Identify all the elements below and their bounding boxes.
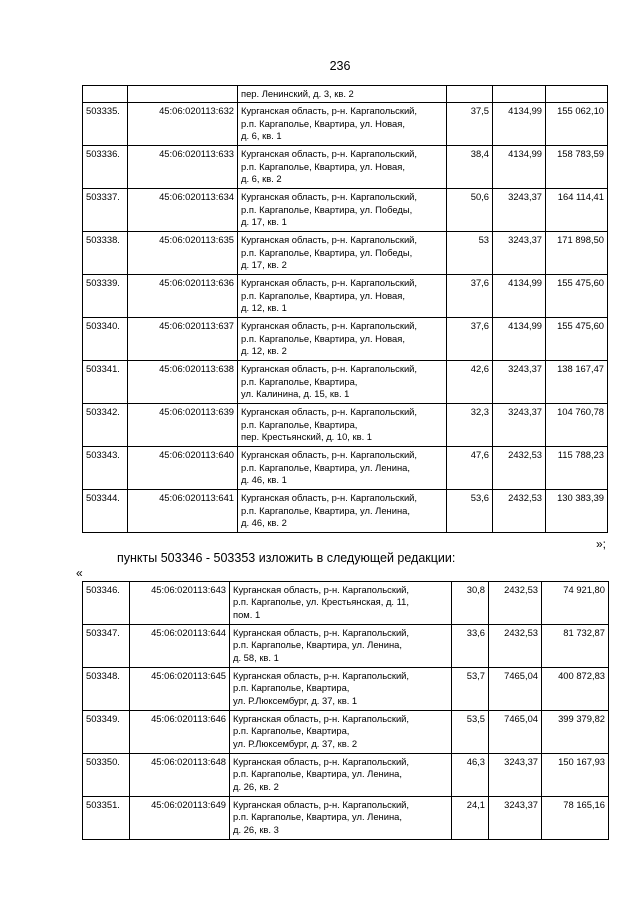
amendment-instruction: пункты 503346 - 503353 изложить в следующей редакции: (117, 551, 456, 565)
total-value-cell: 158 783,59 (546, 146, 608, 189)
price-cell: 3243,37 (489, 754, 542, 797)
cadastral-number-cell: 45:06:020113:649 (130, 797, 230, 840)
address-line: р.п. Каргаполье, Квартира, (233, 682, 350, 694)
address-cell (230, 668, 452, 711)
total-value-cell: 115 788,23 (546, 447, 608, 490)
address-line: д. 17, кв. 1 (241, 216, 287, 228)
total-value-cell: 138 167,47 (546, 361, 608, 404)
table-row (83, 447, 608, 490)
total-value-cell: 150 167,93 (542, 754, 609, 797)
address-line: р.п. Каргаполье, Квартира, ул. Новая, (241, 117, 405, 129)
total-value-cell: 81 732,87 (542, 625, 609, 668)
address-line: Курганская область, р-н. Каргапольский, (233, 627, 410, 638)
area-cell: 24,1 (452, 797, 489, 840)
closing-quote: »; (596, 537, 607, 551)
price-cell: 4134,99 (493, 146, 546, 189)
address-line: д. 26, кв. 2 (233, 780, 279, 792)
address-line: р.п. Каргаполье, Квартира, (241, 418, 358, 430)
address-line: р.п. Каргаполье, Квартира, ул. Ленина, (233, 811, 402, 823)
total-value-cell: 399 379,82 (542, 711, 609, 754)
address-line: Курганская область, р-н. Каргапольский, (241, 492, 418, 504)
address-line: д. 46, кв. 2 (241, 517, 287, 529)
address-cell (230, 754, 452, 797)
price-cell: 3243,37 (489, 797, 542, 840)
cadastral-number-cell: 45:06:020113:634 (128, 189, 238, 232)
table-row (83, 668, 609, 711)
address-line: д. 12, кв. 1 (241, 302, 287, 314)
registry-table-top (82, 85, 608, 533)
address-line: ул. Р.Люксембург, д. 37, кв. 2 (233, 737, 358, 749)
address-line: р.п. Каргаполье, Квартира, ул. Новая, (241, 160, 405, 172)
area-cell: 37,5 (447, 103, 493, 146)
area-cell: 32,3 (447, 404, 493, 447)
address-line: р.п. Каргаполье, Квартира, ул. Новая, (241, 289, 405, 301)
cadastral-number-cell: 45:06:020113:633 (128, 146, 238, 189)
total-value-cell: 130 383,39 (546, 490, 608, 533)
row-number-cell: 503340. (83, 318, 128, 361)
cadastral-number-cell: 45:06:020113:644 (130, 625, 230, 668)
address-cell (238, 361, 447, 404)
address-line: Курганская область, р-н. Каргапольский, (241, 277, 418, 289)
address-line: р.п. Каргаполье, Квартира, ул. Ленина, (241, 461, 410, 473)
address-line: Курганская область, р-н. Каргапольский, (241, 105, 418, 117)
price-cell: 4134,99 (493, 318, 546, 361)
table-row (83, 625, 609, 668)
total-value-cell: 400 872,83 (542, 668, 609, 711)
address-line: р.п. Каргаполье, Квартира, (241, 375, 358, 387)
address-line: р.п. Каргаполье, Квартира, (233, 725, 350, 737)
table-row (83, 275, 608, 318)
total-value-cell: 155 475,60 (546, 275, 608, 318)
total-value-cell: 155 475,60 (546, 318, 608, 361)
area-cell: 53 (447, 232, 493, 275)
address-cell (238, 275, 447, 318)
cadastral-number-cell: 45:06:020113:641 (128, 490, 238, 533)
total-value-cell: 155 062,10 (546, 103, 608, 146)
address-line: Курганская область, р-н. Каргапольский, (241, 191, 418, 203)
address-cell (238, 103, 447, 146)
price-cell: 2432,53 (493, 447, 546, 490)
address-line: Курганская область, р-н. Каргапольский, (233, 799, 410, 810)
area-cell: 33,6 (452, 625, 489, 668)
table-row (83, 146, 608, 189)
table-top-body (83, 86, 608, 533)
address-line: Курганская область, р-н. Каргапольский, (233, 584, 410, 595)
address-line: Курганская область, р-н. Каргапольский, (233, 713, 410, 724)
area-cell: 37,6 (447, 275, 493, 318)
table-row (83, 582, 609, 625)
table-row (83, 490, 608, 533)
row-number-cell: 503338. (83, 232, 128, 275)
price-cell: 7465,04 (489, 711, 542, 754)
cadastral-number-cell: 45:06:020113:635 (128, 232, 238, 275)
address-line: ул. Р.Люксембург, д. 37, кв. 1 (233, 694, 358, 706)
row-number-cell: 503336. (83, 146, 128, 189)
price-cell: 3243,37 (493, 232, 546, 275)
page-number: 236 (329, 59, 351, 73)
price-cell: 4134,99 (493, 275, 546, 318)
cadastral-number-cell: 45:06:020113:632 (128, 103, 238, 146)
price-cell: 3243,37 (493, 404, 546, 447)
table-row (83, 711, 609, 754)
row-number-cell: 503346. (83, 582, 130, 625)
row-number-cell: 503337. (83, 189, 128, 232)
cadastral-number-cell: 45:06:020113:640 (128, 447, 238, 490)
address-cell (238, 318, 447, 361)
address-line: ул. Калинина, д. 15, кв. 1 (241, 388, 350, 400)
area-cell: 38,4 (447, 146, 493, 189)
price-cell: 7465,04 (489, 668, 542, 711)
empty-price-cell (493, 86, 546, 103)
area-cell: 46,3 (452, 754, 489, 797)
empty-area-cell (447, 86, 493, 103)
table-row (83, 797, 609, 840)
address-line: д. 6, кв. 2 (241, 173, 282, 185)
address-cell (230, 582, 452, 625)
address-cell (230, 797, 452, 840)
area-cell: 47,6 (447, 447, 493, 490)
price-cell: 3243,37 (493, 361, 546, 404)
address-line: Курганская область, р-н. Каргапольский, (233, 670, 410, 681)
address-cell (238, 146, 447, 189)
row-number-cell: 503351. (83, 797, 130, 840)
row-number-cell: 503350. (83, 754, 130, 797)
address-cell (238, 490, 447, 533)
area-cell: 37,6 (447, 318, 493, 361)
address-line: д. 12, кв. 2 (241, 345, 287, 357)
row-number-cell: 503343. (83, 447, 128, 490)
address-line: р.п. Каргаполье, Квартира, ул. Победы, (241, 203, 413, 215)
address-cell (238, 232, 447, 275)
table-row (83, 103, 608, 146)
address-line: д. 58, кв. 1 (233, 651, 279, 663)
row-number-cell: 503341. (83, 361, 128, 404)
address-line: р.п. Каргаполье, ул. Крестьянская, д. 11, (233, 596, 409, 608)
total-value-cell: 78 165,16 (542, 797, 609, 840)
area-cell: 53,7 (452, 668, 489, 711)
total-value-cell: 171 898,50 (546, 232, 608, 275)
table-row (83, 189, 608, 232)
address-line: Курганская область, р-н. Каргапольский, (241, 406, 418, 418)
table-row (83, 404, 608, 447)
cadastral-number-cell: 45:06:020113:637 (128, 318, 238, 361)
address-line: Курганская область, р-н. Каргапольский, (241, 363, 418, 375)
row-number-cell: 503349. (83, 711, 130, 754)
address-line: д. 17, кв. 2 (241, 259, 287, 271)
address-line: р.п. Каргаполье, Квартира, ул. Новая, (241, 332, 405, 344)
area-cell: 42,6 (447, 361, 493, 404)
address-line: р.п. Каргаполье, Квартира, ул. Ленина, (233, 639, 402, 651)
price-cell: 4134,99 (493, 103, 546, 146)
address-line: Курганская область, р-н. Каргапольский, (241, 449, 418, 461)
address-line: пер. Крестьянский, д. 10, кв. 1 (241, 431, 373, 443)
address-cell (230, 711, 452, 754)
address-line: пер. Ленинский, д. 3, кв. 2 (241, 88, 354, 99)
cadastral-number-cell: 45:06:020113:645 (130, 668, 230, 711)
empty-num-cell (83, 86, 128, 103)
address-line: д. 46, кв. 1 (241, 474, 287, 486)
cadastral-number-cell: 45:06:020113:638 (128, 361, 238, 404)
row-number-cell: 503347. (83, 625, 130, 668)
cadastral-number-cell: 45:06:020113:643 (130, 582, 230, 625)
row-number-cell: 503344. (83, 490, 128, 533)
empty-total-cell (546, 86, 608, 103)
address-line: р.п. Каргаполье, Квартира, ул. Победы, (241, 246, 413, 258)
total-value-cell: 74 921,80 (542, 582, 609, 625)
address-line: р.п. Каргаполье, Квартира, ул. Ленина, (241, 504, 410, 516)
row-number-cell: 503348. (83, 668, 130, 711)
continuation-row (83, 86, 608, 103)
address-line: д. 26, кв. 3 (233, 823, 279, 835)
address-cell (238, 86, 447, 103)
area-cell: 50,6 (447, 189, 493, 232)
row-number-cell: 503339. (83, 275, 128, 318)
empty-cadastre-cell (128, 86, 238, 103)
table-bottom-body (83, 582, 609, 840)
price-cell: 2432,53 (489, 582, 542, 625)
table-row (83, 318, 608, 361)
address-cell (238, 189, 447, 232)
area-cell: 30,8 (452, 582, 489, 625)
address-cell (238, 447, 447, 490)
table-row (83, 232, 608, 275)
total-value-cell: 164 114,41 (546, 189, 608, 232)
address-line: д. 6, кв. 1 (241, 130, 282, 142)
cadastral-number-cell: 45:06:020113:648 (130, 754, 230, 797)
registry-table-bottom (82, 581, 609, 840)
price-cell: 2432,53 (489, 625, 542, 668)
address-line: пом. 1 (233, 608, 261, 620)
opening-quote: « (76, 566, 83, 580)
address-line: Курганская область, р-н. Каргапольский, (241, 148, 418, 160)
row-number-cell: 503342. (83, 404, 128, 447)
area-cell: 53,5 (452, 711, 489, 754)
table-row (83, 754, 609, 797)
address-cell (238, 404, 447, 447)
price-cell: 3243,37 (493, 189, 546, 232)
address-line: р.п. Каргаполье, Квартира, ул. Ленина, (233, 768, 402, 780)
total-value-cell: 104 760,78 (546, 404, 608, 447)
row-number-cell: 503335. (83, 103, 128, 146)
address-line: Курганская область, р-н. Каргапольский, (233, 756, 410, 767)
address-line: Курганская область, р-н. Каргапольский, (241, 234, 418, 246)
price-cell: 2432,53 (493, 490, 546, 533)
cadastral-number-cell: 45:06:020113:646 (130, 711, 230, 754)
table-row (83, 361, 608, 404)
cadastral-number-cell: 45:06:020113:636 (128, 275, 238, 318)
address-line: Курганская область, р-н. Каргапольский, (241, 320, 418, 332)
cadastral-number-cell: 45:06:020113:639 (128, 404, 238, 447)
address-cell (230, 625, 452, 668)
area-cell: 53,6 (447, 490, 493, 533)
